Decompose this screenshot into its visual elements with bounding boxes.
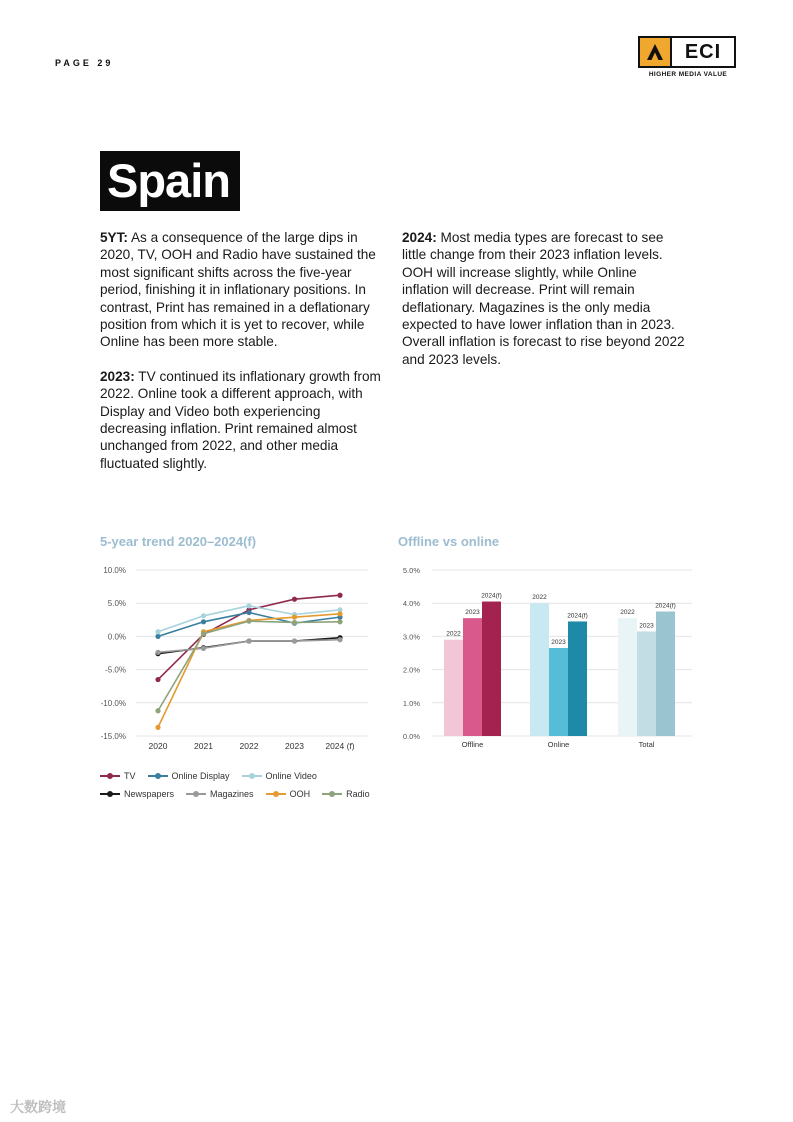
legend-item — [100, 771, 136, 781]
x-tick-label: 2021 — [194, 741, 213, 751]
bar-label: 2023 — [465, 609, 480, 617]
legend-label: OOH — [289, 789, 311, 799]
legend-item — [266, 789, 311, 799]
data-point — [292, 620, 297, 625]
bar-online-2024f — [568, 621, 587, 736]
data-point — [155, 634, 160, 639]
bar-total-2022 — [618, 618, 637, 736]
legend-swatch-icon — [148, 771, 168, 781]
bar-label: 2023 — [639, 622, 654, 630]
y-tick-label: 10.0% — [103, 566, 126, 575]
paragraph-2024: 2024: Most media types are forecast to see little change from their 2023 inflation levels. OOH will increase slightly, while Online inflation will decrease. Print will remain deflationary. Magazines is the only media expected to have lower inflation than in 2023. Overall inflation is forecast to rise beyond 2022 and 2023 levels. — [402, 230, 685, 367]
bar-label: 2024(f) — [481, 592, 502, 600]
page-number: PAGE 29 — [55, 58, 114, 68]
right-column — [402, 229, 687, 385]
x-tick-label: 2023 — [285, 741, 304, 751]
eci-logo — [638, 36, 738, 78]
page-title: Spain — [100, 151, 240, 211]
legend-item — [186, 789, 254, 799]
data-point — [201, 619, 206, 624]
bar-total-2024f — [656, 612, 675, 737]
data-point — [337, 611, 342, 616]
data-point — [155, 725, 160, 730]
bar-label: 2023 — [551, 639, 566, 647]
watermark: 大数跨境 — [10, 1099, 66, 1115]
legend-item — [100, 789, 174, 799]
x-tick-label: Offline — [461, 740, 484, 749]
data-point — [155, 629, 160, 634]
legend-row — [100, 789, 390, 799]
y-tick-label: -15.0% — [100, 732, 126, 741]
data-point — [337, 593, 342, 598]
legend-label: Online Video — [265, 771, 317, 781]
data-point — [246, 619, 251, 624]
legend-swatch-icon — [242, 771, 262, 781]
data-point — [201, 646, 206, 651]
data-point — [246, 603, 251, 608]
x-tick-label: 2022 — [239, 741, 259, 751]
data-point — [292, 615, 297, 620]
bar-label: 2022 — [620, 609, 635, 617]
bar-label: 2024(f) — [567, 612, 588, 620]
y-tick-label: 3.0% — [402, 632, 420, 642]
data-point — [292, 597, 297, 602]
bar-online-2023 — [549, 648, 568, 736]
y-tick-label: 0.0% — [107, 632, 126, 642]
data-point — [292, 638, 297, 643]
legend-label: TV — [124, 771, 136, 781]
legend-swatch-icon — [100, 789, 120, 799]
bar-offline-2023 — [463, 618, 482, 736]
bar-label: 2024(f) — [655, 602, 676, 610]
bar-label: 2022 — [532, 594, 547, 602]
y-tick-label: 5.0% — [107, 599, 126, 609]
logo-text: ECI — [684, 40, 722, 63]
x-tick-label: 2020 — [148, 741, 168, 751]
legend-item — [242, 771, 317, 781]
data-point — [246, 610, 251, 615]
logo-tagline: HIGHER MEDIA VALUE — [648, 71, 728, 78]
legend-item — [148, 771, 230, 781]
legend-swatch-icon — [266, 789, 286, 799]
left-column — [100, 229, 385, 489]
y-tick-label: 4.0% — [402, 599, 420, 609]
legend-label: Online Display — [171, 771, 230, 781]
bar-chart-title: Offline vs online — [398, 534, 500, 549]
y-tick-label: -5.0% — [105, 665, 126, 675]
data-point — [337, 619, 342, 624]
x-tick-label: 2024 (f) — [325, 741, 355, 751]
series-line-radio — [158, 621, 340, 711]
legend-swatch-icon — [322, 789, 342, 799]
data-point — [155, 677, 160, 682]
y-tick-label: -10.0% — [100, 698, 126, 708]
legend-item — [322, 789, 370, 799]
x-tick-label: Online — [547, 740, 570, 749]
y-tick-label: 5.0% — [402, 566, 420, 575]
bar-offline-2024f — [482, 602, 501, 736]
bar-offline-2022 — [444, 640, 463, 736]
legend-label: Radio — [346, 789, 370, 799]
legend-row — [100, 771, 390, 781]
y-tick-label: 0.0% — [402, 732, 420, 741]
bar-chart — [390, 560, 700, 760]
logo-mark-icon — [640, 38, 672, 66]
series-line-ooh — [158, 614, 340, 728]
data-point — [201, 613, 206, 618]
legend-swatch-icon — [186, 789, 206, 799]
bar-total-2023 — [637, 631, 656, 736]
y-tick-label: 1.0% — [402, 698, 420, 708]
line-chart — [90, 560, 390, 760]
line-chart-legend — [100, 771, 390, 807]
data-point — [201, 631, 206, 636]
data-point — [155, 708, 160, 713]
paragraph-5yt: 5YT: As a consequence of the large dips in 2020, TV, OOH and Radio have sustained the most significant shifts across the five-year period, finishing it in inflationary positions. In contrast, Print has remained in a deflationary position from which it is yet to recover, while Online has been more stable. — [100, 230, 376, 350]
paragraph-2023: 2023: TV continued its inflationary growth from 2022. Online took a different approach, with Display and Video both experiencing decreasing inflation. Print remained almost unchanged from 2022, and other media fluctuated slightly. — [100, 368, 381, 471]
legend-swatch-icon — [100, 771, 120, 781]
bar-online-2022 — [530, 603, 549, 736]
bar-label: 2022 — [446, 630, 461, 638]
y-tick-label: 2.0% — [402, 665, 420, 675]
legend-label: Magazines — [210, 789, 254, 799]
data-point — [337, 637, 342, 642]
x-tick-label: Total — [638, 740, 655, 749]
data-point — [246, 638, 251, 643]
legend-label: Newspapers — [124, 789, 175, 799]
line-chart-title: 5-year trend 2020–2024(f) — [100, 534, 257, 549]
data-point — [155, 650, 160, 655]
